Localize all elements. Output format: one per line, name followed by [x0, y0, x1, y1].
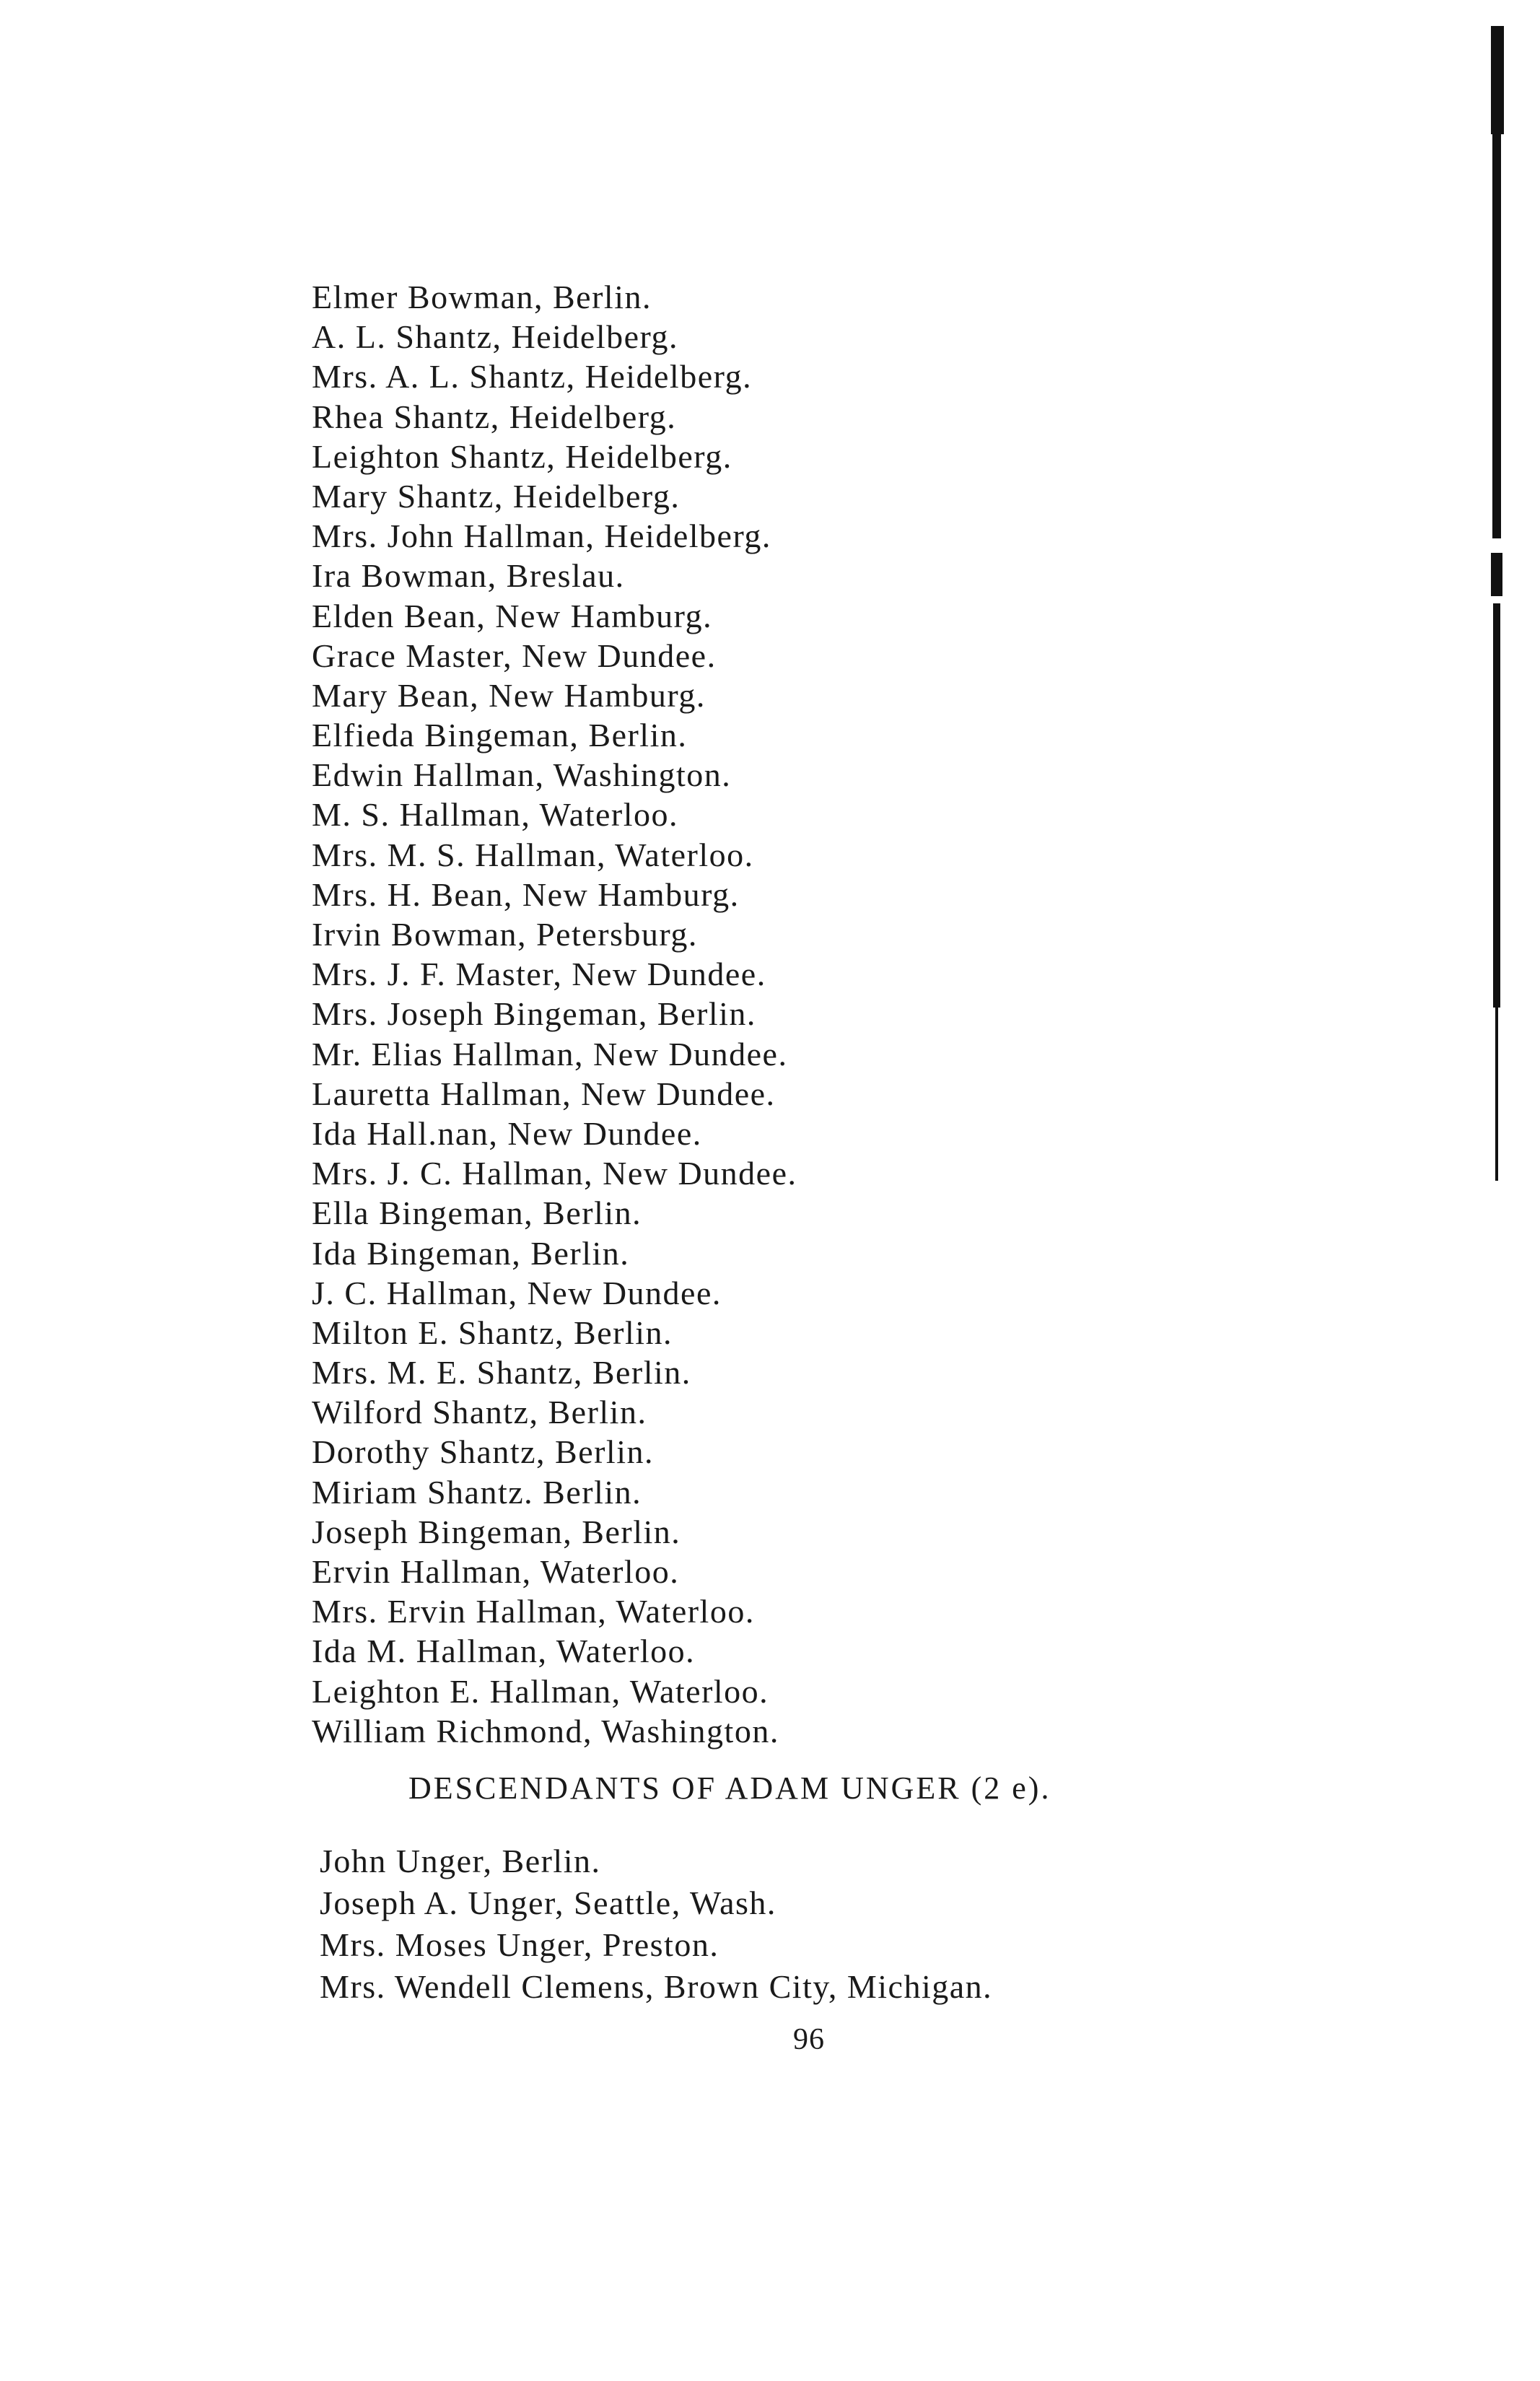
list-item: Rhea Shantz, Heidelberg. — [312, 398, 677, 435]
list-item: Miriam Shantz. Berlin. — [312, 1473, 642, 1511]
list-item: Mrs. Joseph Bingeman, Berlin. — [312, 995, 756, 1033]
scan-edge-mark — [1491, 26, 1505, 1181]
list-item: Mrs. J. C. Hallman, New Dundee. — [312, 1155, 797, 1192]
list-item: Mrs. M. E. Shantz, Berlin. — [312, 1354, 691, 1392]
section-heading: DESCENDANTS OF ADAM UNGER (2 e). — [408, 1770, 1051, 1806]
list-item: Ida M. Hallman, Waterloo. — [312, 1633, 696, 1670]
page-number: 96 — [793, 2023, 825, 2056]
list-item: Ira Bowman, Breslau. — [312, 557, 625, 595]
list-item: Joseph Bingeman, Berlin. — [312, 1513, 681, 1550]
list-item: Elmer Bowman, Berlin. — [312, 279, 652, 315]
list-item: Joseph A. Unger, Seattle, Wash. — [320, 1884, 776, 1921]
list-item: Ida Hall.nan, New Dundee. — [312, 1114, 702, 1152]
list-item: Mrs. M. S. Hallman, Waterloo. — [312, 836, 754, 873]
list-item: Mary Bean, New Hamburg. — [312, 676, 706, 714]
list-item: Mrs. H. Bean, New Hamburg. — [312, 875, 740, 913]
list-item: John Unger, Berlin. — [320, 1843, 601, 1879]
list-item: M. S. Hallman, Waterloo. — [312, 796, 678, 834]
list-item: J. C. Hallman, New Dundee. — [312, 1274, 722, 1311]
list-item: Mrs. A. L. Shantz, Heidelberg. — [312, 358, 753, 396]
list-item: Elfieda Bingeman, Berlin. — [312, 717, 688, 754]
list-item: Lauretta Hallman, New Dundee. — [312, 1075, 776, 1112]
list-item: Leighton E. Hallman, Waterloo. — [312, 1672, 769, 1710]
list-item: Mrs. John Hallman, Heidelberg. — [312, 517, 771, 555]
list-item: Wilford Shantz, Berlin. — [312, 1394, 647, 1431]
unger-names-list — [320, 1840, 992, 2008]
list-item: Mary Shantz, Heidelberg. — [312, 477, 681, 515]
list-item: Ella Bingeman, Berlin. — [312, 1194, 642, 1232]
names-list — [312, 277, 797, 1751]
list-item: A. L. Shantz, Heidelberg. — [312, 318, 679, 356]
list-item: Irvin Bowman, Petersburg. — [312, 916, 698, 953]
list-item: Mrs. Wendell Clemens, Brown City, Michigan. — [320, 1968, 993, 2005]
list-item: Dorothy Shantz, Berlin. — [312, 1433, 654, 1471]
list-item: Ervin Hallman, Waterloo. — [312, 1553, 680, 1590]
list-item: Ida Bingeman, Berlin. — [312, 1234, 630, 1272]
list-item: Milton E. Shantz, Berlin. — [312, 1314, 673, 1351]
list-item: Mr. Elias Hallman, New Dundee. — [312, 1035, 788, 1072]
list-item: Elden Bean, New Hamburg. — [312, 597, 713, 634]
list-item: Leighton Shantz, Heidelberg. — [312, 437, 732, 475]
list-item: Mrs. Ervin Hallman, Waterloo. — [312, 1593, 755, 1630]
list-item: Mrs. Moses Unger, Preston. — [320, 1926, 719, 1963]
list-item: Mrs. J. F. Master, New Dundee. — [312, 956, 766, 993]
list-item: William Richmond, Washington. — [312, 1712, 779, 1749]
list-item: Edwin Hallman, Washington. — [312, 756, 732, 794]
list-item: Grace Master, New Dundee. — [312, 637, 717, 674]
